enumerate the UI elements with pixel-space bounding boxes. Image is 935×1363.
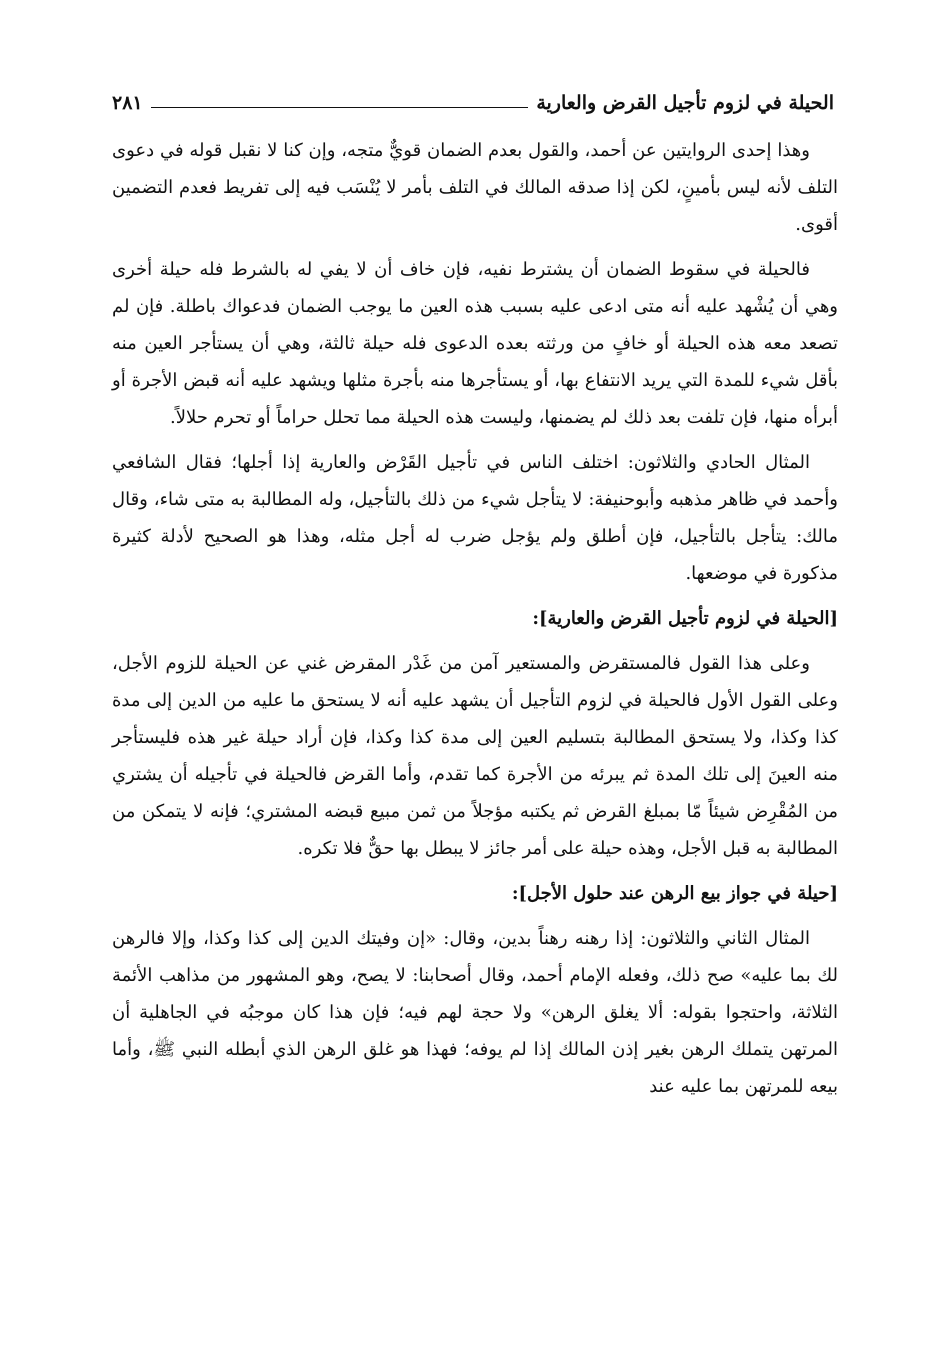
paragraph-4: وعلى هذا القول فالمستقرض والمستعير آمن من غَدْر المقرض غني عن الحيلة للزوم الأجل، وعلى القول الأول فالحيلة في لزوم التأجيل أن يشهد عليه أنه لا يستحق ما عليه من الدين إلى مدة كذا وكذا، ولا يستحق المطالبة بتسليم العين إلى مدة كذا وكذا، فإن أراد حيلة غير هذه فليستأجر منه العينَ إلى تلك المدة ثم يبرئه من الأجرة كما تقدم، وأما القرض فالحيلة في تأجيله أن يشتري من المُقْرِض شيئاً مّا بمبلغ القرض ثم يكتبه مؤجلاً من ثمن مبيع قبضه المشتري؛ فإنه لا يتمكن من المطالبة به قبل الأجل، وهذه حيلة على أمر جائز لا يبطل بها حقٌّ فلا تكره.	[112, 653, 838, 859]
header-rule	[151, 107, 529, 108]
paragraph-3: المثال الحادي والثلاثون: اختلف الناس في تأجيل القَرْض والعارية إذا أجلها؛ فقال الشافعي وأحمد في ظاهر مذهبه وأبوحنيفة: لا يتأجل شيء من ذلك بالتأجيل، وله المطالبة به متى شاء، وقال مالك: يتأجل بالتأجيل، فإن أطلق ولم يؤجل ضرب له أجل مثله، وهذا هو الصحيح لأدلة كثيرة مذكورة في موضعها.	[112, 452, 838, 584]
paragraph-2: فالحيلة في سقوط الضمان أن يشترط نفيه، فإن خاف أن لا يفي له بالشرط فله حيلة أخرى وهي أن يُشْهد عليه أنه متى ادعى عليه بسبب هذه العين ما يوجب الضمان فدعواك باطلة. فإن لم تصعد معه هذه الحيلة أو خافٍ من ورثته بعده الدعوى فله حيلة ثالثة، وهي أن يستأجر العين منه بأقل شيء للمدة التي يريد الانتفاع بها، أو يستأجرها منه بأجرة مثلها ويشهد عليه أنه قبض الأجرة أو أبرأه منها، فإن تلفت بعد ذلك لم يضمنها، وليست هذه الحيلة مما تحلل حراماً أو تحرم حلالاً.	[112, 259, 838, 428]
paragraph-1: وهذا إحدى الروايتين عن أحمد، والقول بعدم الضمان قويٌّ متجه، وإن كنا لا نقبل قوله في دعوى التلف لأنه ليس بأمينٍ، لكن إذا صدقه المالك في التلف بأمر لا يُنْسَب فيه إلى تفريط فعدم التضمين أقوى.	[112, 140, 838, 235]
running-header	[112, 88, 834, 118]
section-heading-2: [حيلة في جواز بيع الرهن عند حلول الأجل]:	[511, 883, 838, 904]
header-title: الحيلة في لزوم تأجيل القرض والعارية	[536, 92, 834, 114]
page-body	[112, 132, 838, 1113]
paragraph-5: المثال الثاني والثلاثون: إذا رهنه رهناً بدين، وقال: «إن وفيتك الدين إلى كذا وكذا، وإلا فالرهن لك بما عليه» صح ذلك، وفعله الإمام أحمد، وقال أصحابنا: لا يصح، وهو المشهور من مذاهب الأئمة الثلاثة، واحتجوا بقوله: ألا يغلق الرهن» ولا حجة لهم فيه؛ فإن هذا كان موجبُه في الجاهلية أن المرتهن يتملك الرهن بغير إذن المالك إذا لم يوفه؛ فهذا هو غلق الرهن الذي أبطله النبي ﷺ، وأما بيعه للمرتهن بما عليه عند	[112, 928, 838, 1097]
section-heading-1: [الحيلة في لزوم تأجيل القرض والعارية]:	[532, 608, 838, 629]
page-number: ٢٨١	[112, 92, 143, 114]
